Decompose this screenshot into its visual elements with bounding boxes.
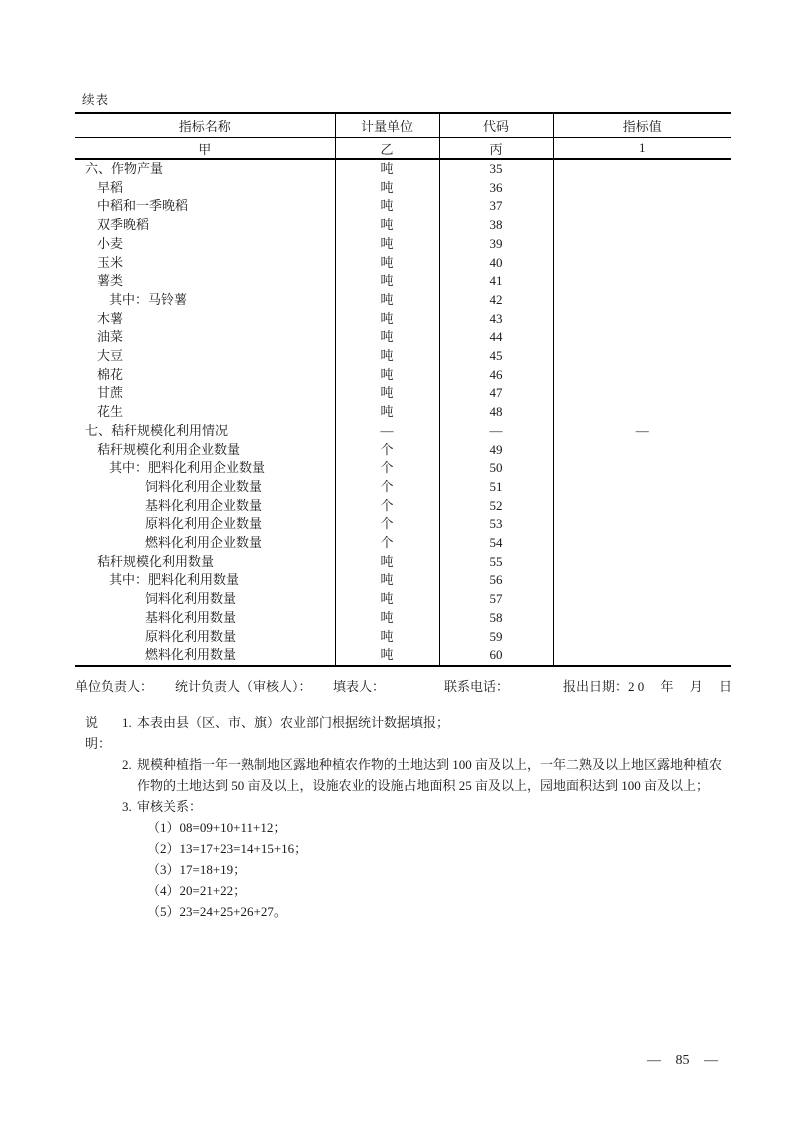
table-header — [75, 113, 731, 159]
unit-cell: 吨 — [335, 384, 439, 403]
table-row — [75, 422, 731, 441]
code-cell: 52 — [439, 497, 553, 516]
code-cell: 37 — [439, 197, 553, 216]
unit-cell: 吨 — [335, 254, 439, 273]
page-content — [75, 90, 731, 922]
value-cell — [553, 497, 731, 516]
table-row — [75, 159, 731, 179]
table-row — [75, 384, 731, 403]
table-row — [75, 403, 731, 422]
code-cell: 59 — [439, 628, 553, 647]
unit-cell: 吨 — [335, 310, 439, 329]
unit-head-label: 单位负责人： — [75, 678, 154, 694]
indicator-table — [75, 112, 731, 667]
value-cell — [553, 590, 731, 609]
value-cell — [553, 459, 731, 478]
continued-table-label: 续表 — [82, 93, 110, 107]
code-cell: 56 — [439, 571, 553, 590]
code-cell: 48 — [439, 403, 553, 422]
note-number: 1. — [122, 714, 132, 730]
subheader-row — [75, 138, 731, 160]
indicator-name-cell: 燃料化利用企业数量 — [75, 534, 335, 553]
note-item — [85, 712, 731, 754]
value-cell — [553, 403, 731, 422]
indicator-name-cell: 燃料化利用数量 — [75, 646, 335, 666]
table-row — [75, 441, 731, 460]
indicator-name-cell: 六、作物产量 — [75, 159, 335, 179]
note-text: 审核关系： — [137, 798, 203, 814]
code-cell: 46 — [439, 366, 553, 385]
page-number-dash-right: — — [704, 1053, 718, 1068]
unit-cell: 吨 — [335, 403, 439, 422]
unit-cell: 吨 — [335, 628, 439, 647]
unit-cell: 吨 — [335, 179, 439, 198]
audit-relation-line: （2）13=17+23=14+15+16； — [147, 840, 308, 856]
table-row — [75, 534, 731, 553]
indicator-name-cell: 七、秸秆规模化利用情况 — [75, 422, 335, 441]
subheader-bing: 丙 — [439, 138, 553, 160]
table-row — [75, 590, 731, 609]
table-row — [75, 628, 731, 647]
value-cell — [553, 310, 731, 329]
code-cell: 57 — [439, 590, 553, 609]
notes-section — [75, 712, 731, 922]
unit-cell: 吨 — [335, 328, 439, 347]
value-cell: — — [635, 422, 649, 438]
code-cell: 43 — [439, 310, 553, 329]
unit-cell: 个 — [335, 534, 439, 553]
unit-cell: 吨 — [335, 646, 439, 666]
indicator-name-cell: 基料化利用数量 — [75, 609, 335, 628]
note-item — [85, 754, 731, 796]
indicator-name-cell: 大豆 — [75, 347, 335, 366]
code-cell: 45 — [439, 347, 553, 366]
unit-cell: 个 — [335, 441, 439, 460]
note-number: 3. — [122, 798, 132, 814]
code-cell: 47 — [439, 384, 553, 403]
unit-cell: 吨 — [335, 590, 439, 609]
value-cell — [553, 235, 731, 254]
report-date-label: 报出日期：2 0 年 月 日 — [563, 678, 733, 694]
unit-cell: 吨 — [335, 272, 439, 291]
value-cell — [553, 571, 731, 590]
audit-relation-line: （3）17=18+19； — [147, 861, 247, 877]
indicator-name-cell: 木薯 — [75, 310, 335, 329]
code-cell: 40 — [439, 254, 553, 273]
notes-label: 说明： — [85, 714, 112, 751]
table-row — [75, 646, 731, 666]
unit-cell: 吨 — [335, 609, 439, 628]
code-cell: 50 — [439, 459, 553, 478]
audit-relations — [147, 817, 731, 922]
code-cell: — — [439, 422, 553, 441]
value-cell — [553, 291, 731, 310]
indicator-name-cell: 双季晚稻 — [75, 216, 335, 235]
code-cell: 54 — [439, 534, 553, 553]
value-cell — [553, 254, 731, 273]
table-row — [75, 291, 731, 310]
value-cell — [553, 272, 731, 291]
code-cell: 44 — [439, 328, 553, 347]
value-cell — [553, 366, 731, 385]
page-number — [647, 1053, 718, 1069]
value-cell — [553, 478, 731, 497]
stats-head-label: 统计负责人（审核人）： — [175, 678, 312, 694]
audit-relation-line: （1）08=09+10+11+12； — [147, 819, 287, 835]
code-cell: 60 — [439, 646, 553, 666]
table-row — [75, 571, 731, 590]
col-header-unit: 计量单位 — [335, 113, 439, 138]
value-cell — [553, 197, 731, 216]
indicator-name-cell: 早稻 — [75, 179, 335, 198]
unit-cell: 吨 — [335, 347, 439, 366]
code-cell: 55 — [439, 553, 553, 572]
indicator-name-cell: 其中：肥料化利用企业数量 — [75, 459, 335, 478]
table-row — [75, 328, 731, 347]
indicator-name-cell: 饲料化利用企业数量 — [75, 478, 335, 497]
value-cell — [553, 534, 731, 553]
col-header-code: 代码 — [439, 113, 553, 138]
code-cell: 39 — [439, 235, 553, 254]
note-text: 规模种植指一年一熟制地区露地种植农作物的土地达到 100 亩及以上，一年二熟及以上地区露地种植农作物的土地达到 50 亩及以上，设施农业的设施占地面积 25 亩及以上，园地面积达到 100 亩及以上； — [137, 756, 723, 793]
table-row — [75, 478, 731, 497]
table-row — [75, 459, 731, 478]
table-row — [75, 366, 731, 385]
table-row — [75, 179, 731, 198]
table-row — [75, 254, 731, 273]
indicator-name-cell: 基料化利用企业数量 — [75, 497, 335, 516]
indicator-name-cell: 玉米 — [75, 254, 335, 273]
value-cell — [553, 646, 731, 666]
code-cell: 35 — [439, 159, 553, 179]
unit-cell: 吨 — [335, 197, 439, 216]
value-cell — [553, 328, 731, 347]
table-row — [75, 609, 731, 628]
indicator-name-cell: 甘蔗 — [75, 384, 335, 403]
table-row — [75, 497, 731, 516]
code-cell: 38 — [439, 216, 553, 235]
audit-relation-line: （4）20=21+22； — [147, 882, 247, 898]
indicator-name-cell: 饲料化利用数量 — [75, 590, 335, 609]
unit-cell: 吨 — [335, 216, 439, 235]
indicator-name-cell: 中稻和一季晚稻 — [75, 197, 335, 216]
indicator-table-body — [75, 159, 731, 666]
value-cell — [553, 609, 731, 628]
indicator-name-cell: 棉花 — [75, 366, 335, 385]
unit-cell: 吨 — [335, 159, 439, 179]
value-cell — [553, 628, 731, 647]
indicator-name-cell: 薯类 — [75, 272, 335, 291]
indicator-name-cell: 花生 — [75, 403, 335, 422]
subheader-jia: 甲 — [75, 138, 335, 160]
table-row — [75, 553, 731, 572]
note-item — [85, 796, 731, 817]
unit-cell: 个 — [335, 515, 439, 534]
page-number-value: 85 — [675, 1053, 690, 1068]
unit-cell: 吨 — [335, 235, 439, 254]
subheader-yi: 乙 — [335, 138, 439, 160]
table-row — [75, 235, 731, 254]
phone-label: 联系电话： — [444, 678, 510, 694]
indicator-name-cell: 秸秆规模化利用数量 — [75, 553, 335, 572]
table-row — [75, 216, 731, 235]
unit-cell: 吨 — [335, 553, 439, 572]
value-cell — [553, 384, 731, 403]
indicator-name-cell: 原料化利用企业数量 — [75, 515, 335, 534]
value-cell — [553, 553, 731, 572]
unit-cell: 个 — [335, 478, 439, 497]
note-number: 2. — [122, 756, 132, 772]
table-row — [75, 272, 731, 291]
code-cell: 41 — [439, 272, 553, 291]
code-cell: 58 — [439, 609, 553, 628]
indicator-name-cell: 原料化利用数量 — [75, 628, 335, 647]
value-cell — [553, 159, 731, 179]
col-header-value: 指标值 — [553, 113, 731, 138]
unit-cell: — — [335, 422, 439, 441]
unit-cell: 个 — [335, 459, 439, 478]
table-row — [75, 515, 731, 534]
indicator-name-cell: 其中：马铃薯 — [75, 291, 335, 310]
indicator-name-cell: 小麦 — [75, 235, 335, 254]
table-row — [75, 347, 731, 366]
col-header-indicator-name: 指标名称 — [75, 113, 335, 138]
code-cell: 49 — [439, 441, 553, 460]
value-cell — [553, 515, 731, 534]
subheader-1: 1 — [553, 138, 731, 160]
page-number-dash-left: — — [647, 1053, 661, 1068]
note-text: 本表由县（区、市、旗）农业部门根据统计数据填报； — [137, 714, 450, 730]
indicator-name-cell: 油菜 — [75, 328, 335, 347]
signature-row — [75, 676, 731, 696]
indicator-name-cell: 其中：肥料化利用数量 — [75, 571, 335, 590]
code-cell: 42 — [439, 291, 553, 310]
table-row — [75, 310, 731, 329]
code-cell: 36 — [439, 179, 553, 198]
value-cell — [553, 179, 731, 198]
unit-cell: 个 — [335, 497, 439, 516]
value-cell — [553, 347, 731, 366]
table-row — [75, 197, 731, 216]
unit-cell: 吨 — [335, 291, 439, 310]
form-filler-label: 填表人： — [333, 678, 386, 694]
header-row — [75, 113, 731, 138]
value-cell — [553, 216, 731, 235]
unit-cell: 吨 — [335, 366, 439, 385]
indicator-name-cell: 秸秆规模化利用企业数量 — [75, 441, 335, 460]
audit-relation-line: （5）23=24+25+26+27。 — [147, 903, 287, 919]
code-cell: 51 — [439, 478, 553, 497]
code-cell: 53 — [439, 515, 553, 534]
unit-cell: 吨 — [335, 571, 439, 590]
value-cell — [553, 441, 731, 460]
